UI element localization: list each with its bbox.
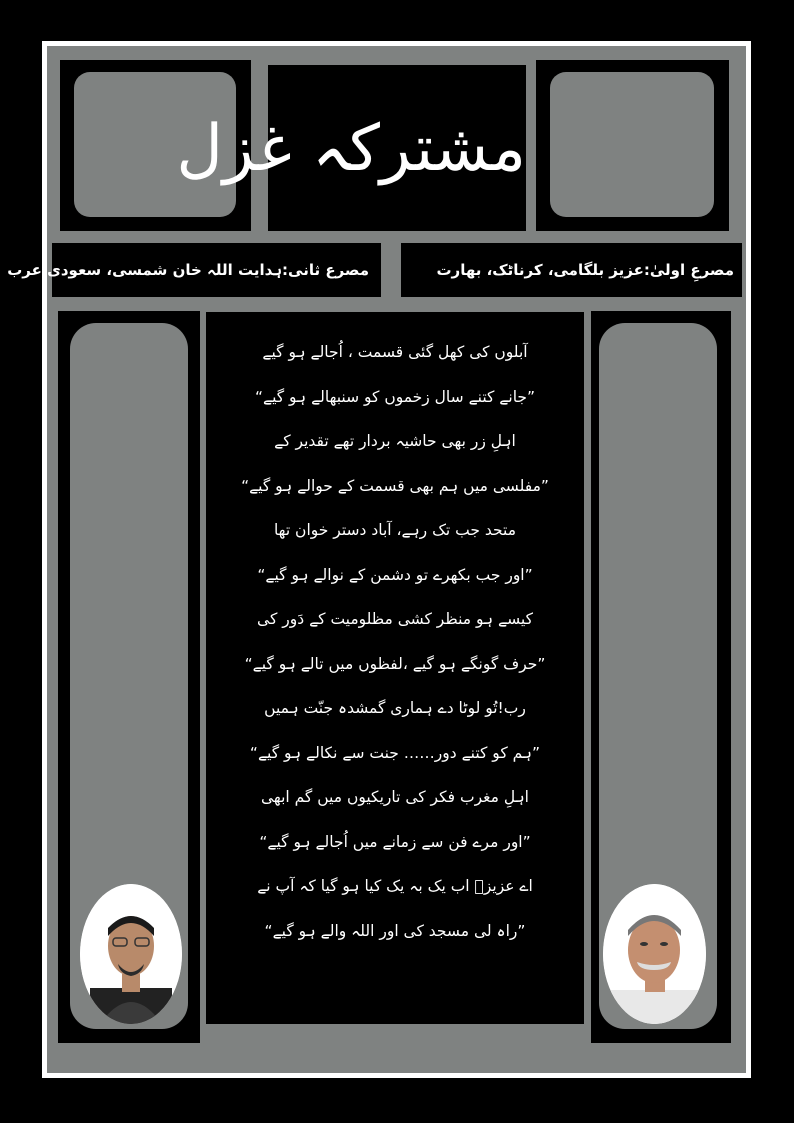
verse-line: ”ہم کو کتنے دور…… جنت سے نکالے ہو گیے“ — [249, 743, 541, 762]
first-line-credit-bar — [401, 243, 742, 297]
verse-line: ”حرف گونگے ہو گیے ،لفظوں میں تالے ہو گیے“ — [244, 654, 546, 673]
ghazal-verses — [206, 312, 584, 1024]
verse-line: اہلِ مغرب فکر کی تاریکیوں میں گم ابھی — [261, 788, 529, 806]
top-right-placeholder — [550, 72, 714, 217]
second-line-credit: مصرع ثانی:ہدایت اللہ خان شمسی، سعودی عرب — [7, 261, 369, 279]
title-panel — [176, 65, 526, 231]
second-line-credit-bar — [7, 243, 381, 297]
verse-line: رب!تُو لوٹا دے ہماری گمشدہ جنّت ہمیں — [264, 699, 526, 717]
portrait-right — [603, 884, 706, 1024]
page-title: مشترکہ غزل — [176, 112, 526, 186]
verse-line: ”جانے کتنے سال زخموں کو سنبھالے ہو گیے“ — [254, 387, 536, 406]
verse-line: ”راہ لی مسجد کی اور اللہ والے ہو گیے“ — [264, 921, 526, 940]
right-column — [591, 311, 731, 1043]
left-column — [58, 311, 200, 1043]
ghazal-panel — [206, 312, 584, 1024]
verse-line: ”مفلسی میں ہم بھی قسمت کے حوالے ہو گیے“ — [241, 476, 549, 495]
verse-line: ”اور جب بکھرے تو دشمن کے نوالے ہو گیے“ — [257, 565, 533, 584]
verse-line: متحد جب تک رہے، آباد دستر خوان تھا — [273, 521, 517, 539]
verse-line: اے عزیزؔ اب یک بہ یک کیا ہو گیا کہ آپ نے — [257, 877, 533, 895]
verse-line: کیسے ہو منظر کشی مظلومیت کے دَور کی — [257, 610, 533, 628]
portrait-left — [80, 884, 182, 1024]
verse-line: آبلوں کی کھل گئی قسمت ، اُجالے ہو گیے — [262, 343, 528, 361]
verse-line: ”اور مرے فن سے زمانے میں اُجالے ہو گیے“ — [259, 832, 531, 851]
top-right-panel — [536, 60, 729, 231]
verse-line: اہلِ زر بھی حاشیہ بردار تھے تقدیر کے — [274, 432, 516, 450]
first-line-credit: مصرعِ اولیٰ:عزیز بلگامی، کرناٹک، بھارت — [436, 261, 734, 279]
